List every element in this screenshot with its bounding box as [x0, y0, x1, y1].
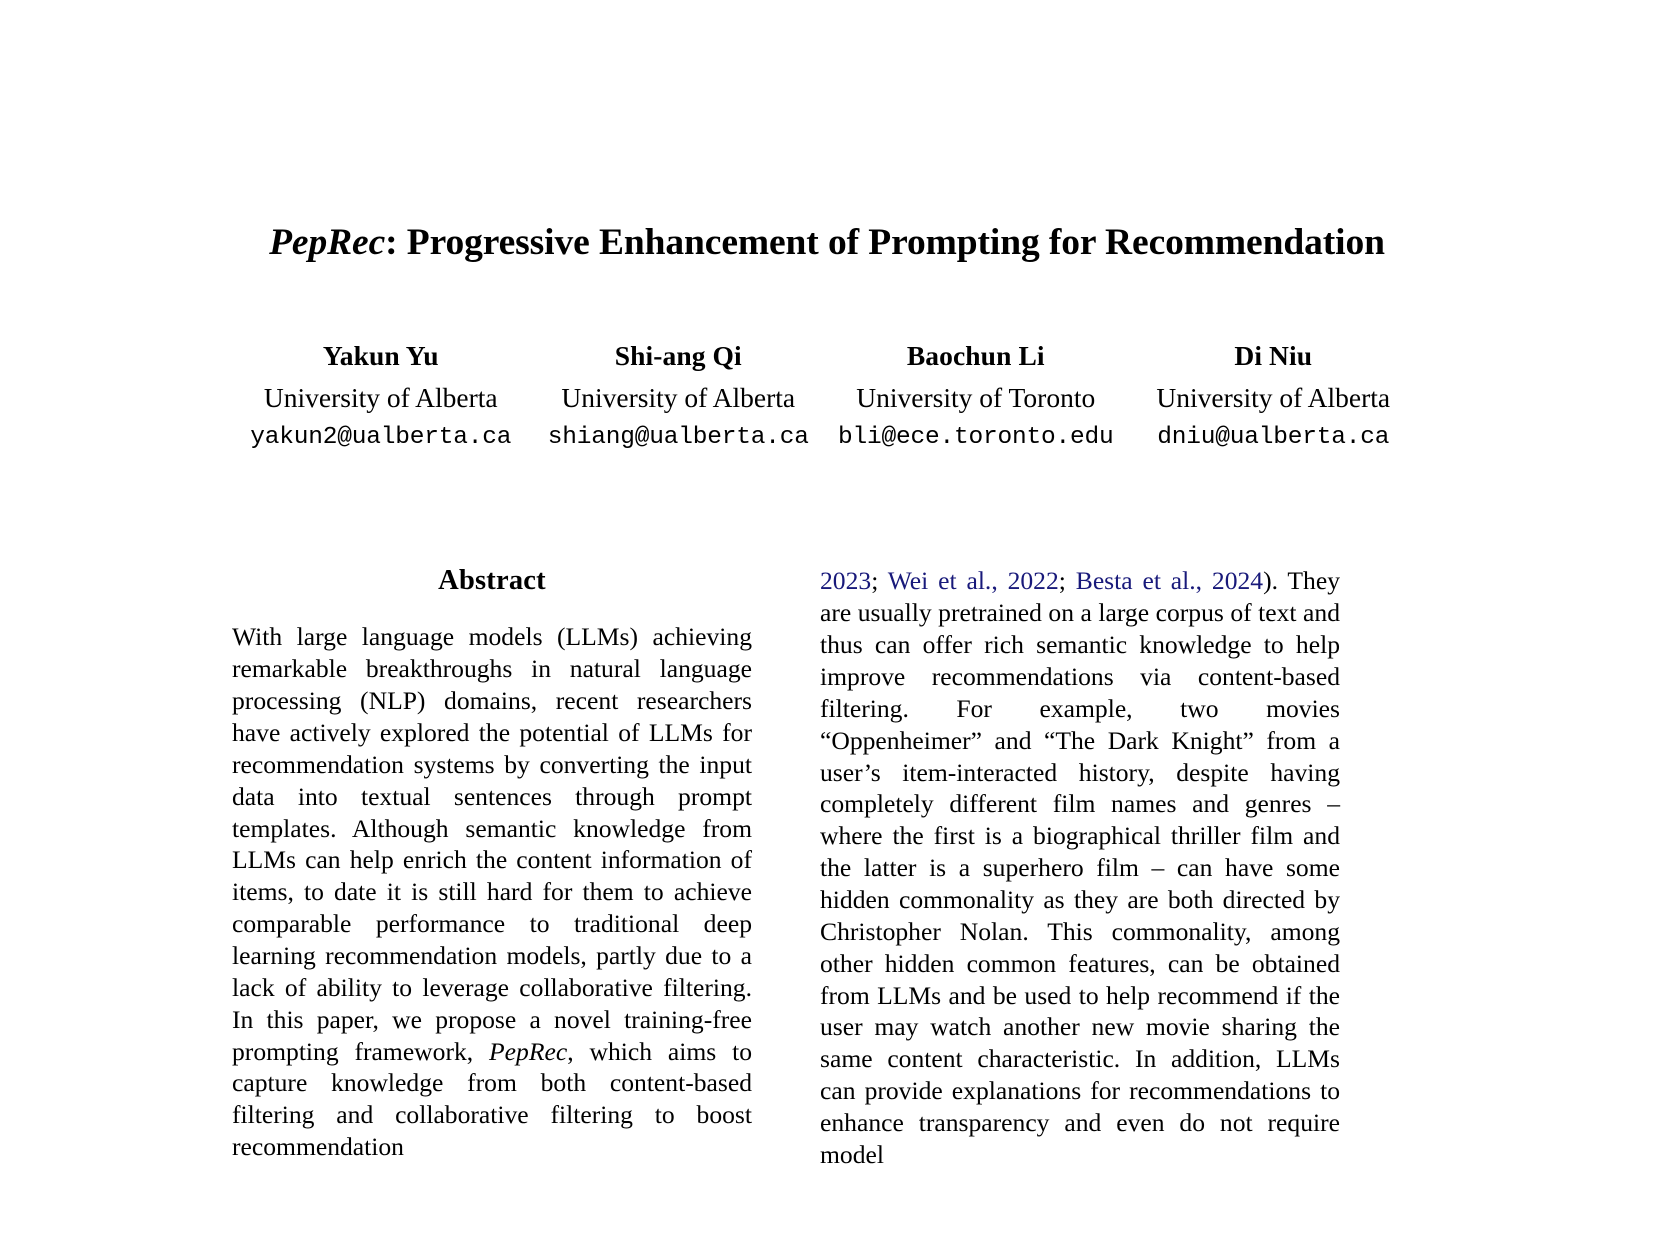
left-column	[232, 565, 752, 1170]
citation-link-besta[interactable]: Besta et al., 2024	[1075, 566, 1264, 596]
author-email[interactable]: dniu@ualberta.ca	[1157, 424, 1390, 452]
author-name: Baochun Li	[906, 340, 1045, 372]
title-rest: : Progressive Enhancement of Prompting for Recommendation	[385, 222, 1385, 264]
citation-separator: ;	[871, 566, 888, 596]
author-email[interactable]: bli@ece.toronto.edu	[837, 424, 1114, 452]
abstract-heading: Abstract	[438, 565, 546, 597]
page-title	[232, 221, 1422, 265]
citation-link-wei[interactable]: Wei et al., 2022	[887, 566, 1059, 596]
author-entry	[232, 337, 530, 455]
author-list	[232, 337, 1422, 455]
right-column	[820, 565, 1340, 1170]
introduction-body: They are usually pretrained on a large corpus of text and thus can offer rich semantic knowledge to help improve recommendations via content-based filtering. For example, two movies “Oppenheimer” and “The Dark Knight” from a user’s item-interacted history, despite having completely different film names and genres – where the first is a biographical thriller film and the latter is a superhero film – can have some hidden commonality as they are both directed by Christopher Nolan. This commonality, among other hidden common features, can be obtained from LLMs and be used to help recommend if the user may watch another new movie sharing the same content characteristic. In addition, LLMs can provide explanations for recommendations to enhance transparency and even do not require model	[820, 566, 1341, 1169]
author-affiliation: University of Alberta	[1156, 381, 1391, 413]
author-entry	[530, 337, 828, 455]
citation-link-lead[interactable]: 2023	[820, 566, 872, 596]
author-name: Shi-ang Qi	[614, 340, 742, 372]
abstract-emphasis: PepRec	[489, 1036, 568, 1066]
author-entry	[1125, 337, 1423, 455]
author-name: Yakun Yu	[322, 340, 439, 372]
title-block	[232, 0, 1422, 265]
author-email[interactable]: yakun2@ualberta.ca	[250, 424, 512, 452]
author-affiliation: University of Toronto	[856, 381, 1096, 413]
author-name: Di Niu	[1234, 340, 1313, 372]
author-affiliation: University of Alberta	[263, 381, 498, 413]
citation-close-paren: ).	[1263, 566, 1279, 596]
author-email[interactable]: shiang@ualberta.ca	[547, 424, 809, 452]
introduction-text	[820, 565, 1340, 1170]
author-entry	[827, 337, 1125, 455]
author-affiliation: University of Alberta	[561, 381, 796, 413]
two-column-body	[232, 565, 1422, 1170]
title-emphasis: PepRec	[269, 222, 386, 264]
abstract-text-part-2: , which aims to capture knowledge from both content-based filtering and collaborative filtering to boost recommendation	[232, 1036, 752, 1162]
abstract-text-part-1: With large language models (LLMs) achieving remarkable breakthroughs in natural language processing (NLP) domains, recent researchers have actively explored the potential of LLMs for recommendation systems by converting the input data into textual sentences through prompt templates. Although semantic knowledge from LLMs can help enrich the content information of items, to date it is still hard for them to achieve comparable performance to traditional deep learning recommendation models, partly due to a lack of ability to leverage collaborative filtering. In this paper, we propose a novel training-free prompting framework,	[232, 622, 752, 1066]
abstract-text	[232, 621, 752, 1163]
citation-separator: ;	[1058, 566, 1076, 596]
